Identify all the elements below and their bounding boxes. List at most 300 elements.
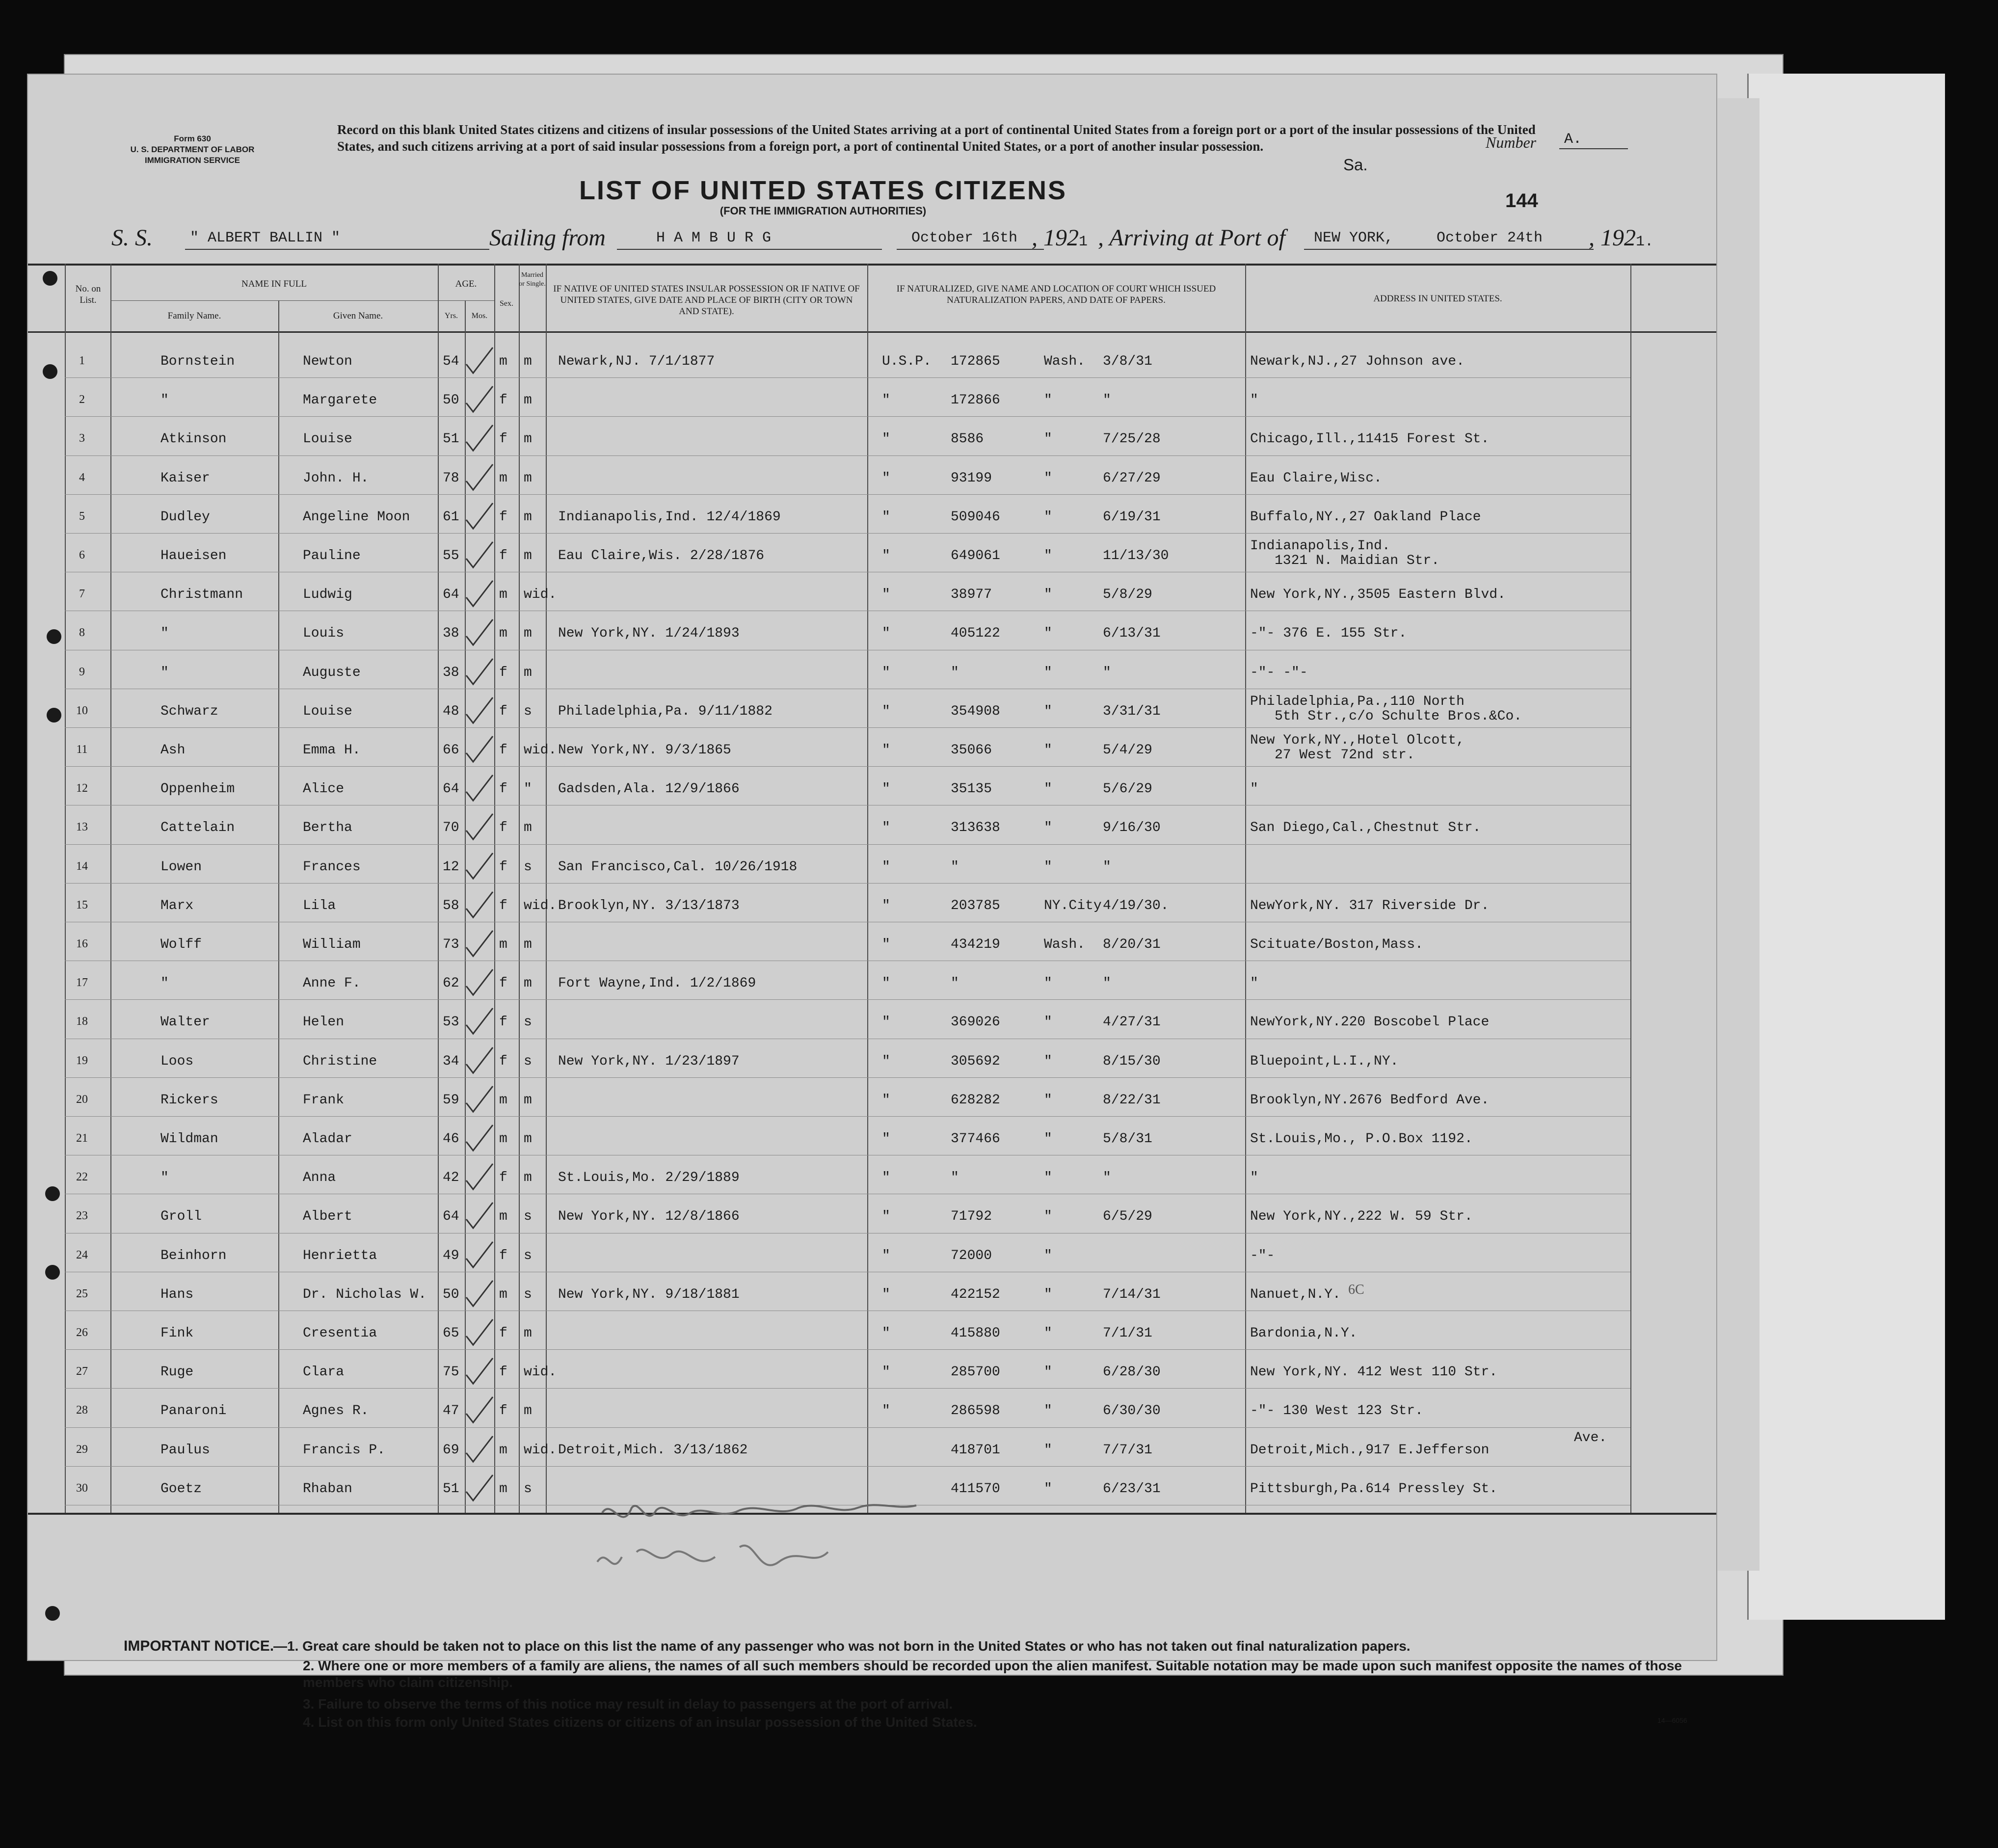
header-yrs: Yrs. [444, 312, 458, 320]
age-years: 38 [443, 626, 459, 642]
from-port: H A M B U R G [656, 230, 772, 246]
header-family-name: Family Name. [167, 311, 221, 321]
certificate-number: 35135 [951, 781, 992, 797]
given-name: Angeline Moon [303, 509, 410, 525]
family-name: Dudley [160, 509, 210, 525]
header-mos: Mos. [471, 312, 488, 320]
family-name: Rickers [160, 1092, 218, 1108]
certificate-number: 172865 [951, 354, 1000, 369]
marital-status: m [524, 393, 532, 408]
notice-item-4: 4. List on this form only United States citizens or citizens of an insular possession of the United States. [303, 1714, 977, 1730]
check-mark [462, 1239, 497, 1273]
row-rule [65, 1349, 1630, 1350]
birth-place-date: New York,NY. 9/18/1881 [558, 1286, 740, 1302]
row-number: 25 [76, 1287, 88, 1300]
age-years: 62 [443, 976, 459, 991]
age-years: 69 [443, 1442, 459, 1458]
check-mark [462, 656, 497, 690]
certificate-number: 649061 [951, 548, 1000, 563]
header-name-in-full: NAME IN FULL [241, 279, 307, 289]
age-years: 50 [443, 1286, 459, 1302]
age-years: 46 [443, 1131, 459, 1147]
punch-hole [45, 1265, 60, 1280]
court-location: " [1044, 1326, 1052, 1341]
age-years: 53 [443, 1015, 459, 1030]
us-address: Bluepoint,L.I.,NY. [1250, 1053, 1399, 1069]
given-name: Helen [303, 1015, 345, 1030]
check-mark [462, 500, 497, 535]
court-location: " [1044, 1442, 1052, 1458]
given-name: Aladar [303, 1131, 352, 1147]
sex: m [499, 1209, 507, 1225]
given-name: Louis [303, 626, 345, 642]
birth-place-date: Fort Wayne,Ind. 1/2/1869 [558, 976, 756, 991]
sex: f [499, 898, 507, 913]
birth-place-date: New York,NY. 12/8/1866 [558, 1209, 740, 1225]
certificate-number: 72000 [951, 1248, 992, 1263]
row-rule [65, 377, 1630, 378]
sa-mark: Sa. [1343, 156, 1368, 174]
age-years: 64 [443, 1209, 459, 1225]
papers-date: " [1103, 859, 1111, 875]
family-name: Lowen [160, 859, 202, 875]
form-identifier [119, 134, 266, 166]
us-address: Philadelphia,Pa.,110 North [1250, 694, 1465, 709]
header-sex: Sex. [500, 299, 513, 308]
check-mark [462, 1394, 497, 1428]
family-name: Wolff [160, 937, 202, 952]
papers-date: " [1103, 393, 1111, 408]
sex: m [499, 937, 507, 952]
row-number: 22 [76, 1171, 88, 1184]
page-subtitle: (FOR THE IMMIGRATION AUTHORITIES) [719, 205, 927, 217]
check-mark [462, 383, 497, 418]
court-location: " [1044, 1170, 1052, 1186]
check-mark [462, 966, 497, 1001]
sex: f [499, 743, 507, 758]
us-address: -"- 376 E. 155 Str. [1250, 626, 1407, 642]
sex: f [499, 976, 507, 991]
marital-status: m [524, 509, 532, 525]
row-number: 23 [76, 1209, 88, 1223]
marital-status: s [524, 1209, 532, 1225]
row-number: 29 [76, 1443, 88, 1456]
age-years: 51 [443, 1481, 459, 1497]
family-name: Haueisen [160, 548, 227, 563]
row-rule [65, 533, 1630, 534]
handwritten-mark: 6C [1348, 1282, 1364, 1297]
sex: f [499, 820, 507, 836]
row-rule [65, 1116, 1630, 1117]
family-name: " [160, 976, 169, 991]
papers-date: 3/8/31 [1103, 354, 1152, 369]
naturalization-court: " [882, 509, 890, 525]
given-name: Lila [303, 898, 336, 913]
us-address: Indianapolis,Ind. [1250, 538, 1390, 554]
certificate-number: " [951, 665, 959, 680]
birth-place-date: New York,NY. 1/24/1893 [558, 626, 740, 642]
family-name: Loos [160, 1053, 194, 1069]
given-name: Anna [303, 1170, 336, 1186]
row-number: 8 [79, 626, 85, 640]
marital-status: m [524, 470, 532, 486]
court-location: " [1044, 1209, 1052, 1225]
naturalization-court: " [882, 976, 890, 991]
notice-heading: IMPORTANT NOTICE. [124, 1638, 274, 1654]
check-mark [462, 461, 497, 496]
punch-hole [47, 629, 61, 644]
sex: f [499, 1015, 507, 1030]
us-address-line2: 1321 N. Maidian Str. [1275, 553, 1440, 568]
row-number: 6 [79, 549, 85, 562]
header-address: ADDRESS IN UNITED STATES. [1373, 294, 1502, 304]
page-number: 144 [1505, 190, 1538, 212]
court-location: " [1044, 1092, 1052, 1108]
row-number: 5 [79, 509, 85, 523]
court-location: " [1044, 587, 1052, 603]
age-years: 50 [443, 393, 459, 408]
papers-date: 6/27/29 [1103, 470, 1161, 486]
certificate-number: 369026 [951, 1015, 1000, 1030]
given-name: Bertha [303, 820, 352, 836]
court-location: " [1044, 431, 1052, 447]
marital-status: s [524, 859, 532, 875]
papers-date: 4/27/31 [1103, 1015, 1161, 1030]
family-name: Marx [160, 898, 194, 913]
certificate-number: " [951, 976, 959, 991]
family-name: Goetz [160, 1481, 202, 1497]
court-location: " [1044, 1248, 1052, 1263]
sex: m [499, 626, 507, 642]
age-years: 38 [443, 665, 459, 680]
certificate-number: 628282 [951, 1092, 1000, 1108]
ship-name: " ALBERT BALLIN " [190, 230, 341, 246]
court-location: " [1044, 470, 1052, 486]
us-address: Chicago,Ill.,11415 Forest St. [1250, 431, 1490, 447]
naturalization-court: " [882, 898, 890, 913]
check-mark [462, 889, 497, 923]
age-years: 51 [443, 431, 459, 447]
marital-status: m [524, 354, 532, 369]
papers-date: 7/14/31 [1103, 1286, 1161, 1302]
sex: f [499, 431, 507, 447]
family-name: Beinhorn [160, 1248, 227, 1263]
us-address-line2: 27 West 72nd str. [1275, 748, 1415, 763]
given-name: John. H. [303, 470, 369, 486]
age-years: 49 [443, 1248, 459, 1263]
marital-status: m [524, 1092, 532, 1108]
us-address: " [1250, 976, 1258, 991]
naturalization-court: " [882, 1015, 890, 1030]
family-name: Kaiser [160, 470, 210, 486]
to-port: NEW YORK, [1314, 230, 1394, 246]
given-name: Dr. Nicholas W. [303, 1286, 427, 1302]
naturalization-court: " [882, 587, 890, 603]
row-rule [65, 727, 1630, 728]
row-number: 3 [79, 432, 85, 445]
naturalization-court: " [882, 626, 890, 642]
papers-date: 11/13/30 [1103, 548, 1169, 563]
naturalization-court: " [882, 1092, 890, 1108]
row-number: 16 [76, 937, 88, 950]
family-name: Christmann [160, 587, 243, 603]
papers-date: 8/20/31 [1103, 937, 1161, 952]
check-mark [462, 1045, 497, 1079]
marital-status: m [524, 665, 532, 680]
marital-status: m [524, 548, 532, 563]
sex: f [499, 1326, 507, 1341]
naturalization-court: " [882, 937, 890, 952]
page-title: LIST OF UNITED STATES CITIZENS [579, 176, 1067, 205]
certificate-number: 377466 [951, 1131, 1000, 1147]
marital-status: " [524, 781, 532, 797]
certificate-number: 354908 [951, 703, 1000, 719]
given-name: Alice [303, 781, 345, 797]
birth-place-date: New York,NY. 9/3/1865 [558, 743, 731, 758]
us-address: New York,NY.,Hotel Olcott, [1250, 733, 1465, 748]
certificate-number: 509046 [951, 509, 1000, 525]
marital-status: wid. [524, 1365, 557, 1380]
check-mark [462, 539, 497, 573]
sex: m [499, 470, 507, 486]
age-years: 66 [443, 743, 459, 758]
marital-status: s [524, 1053, 532, 1069]
age-years: 34 [443, 1053, 459, 1069]
sex: m [499, 1131, 507, 1147]
given-name: Margarete [303, 393, 377, 408]
court-location: " [1044, 820, 1052, 836]
sex: m [499, 354, 507, 369]
age-years: 48 [443, 703, 459, 719]
us-address: Detroit,Mich.,917 E.Jefferson [1250, 1442, 1490, 1458]
sex: f [499, 1365, 507, 1380]
row-number: 30 [76, 1481, 88, 1495]
header-age: AGE. [455, 279, 477, 289]
court-location: " [1044, 665, 1052, 680]
row-number: 13 [76, 821, 88, 834]
marital-status: m [524, 820, 532, 836]
sex: f [499, 548, 507, 563]
us-address: Eau Claire,Wisc. [1250, 470, 1382, 486]
naturalization-court: " [882, 703, 890, 719]
birth-place-date: New York,NY. 1/23/1897 [558, 1053, 740, 1069]
naturalization-court: " [882, 431, 890, 447]
us-address: Nanuet,N.Y. [1250, 1286, 1341, 1302]
marital-status: s [524, 1481, 532, 1497]
check-mark [462, 1200, 497, 1234]
row-rule [65, 455, 1630, 456]
birth-place-date: Detroit,Mich. 3/13/1862 [558, 1442, 748, 1458]
back-sheet-edge [1718, 98, 1759, 1571]
court-location: " [1044, 781, 1052, 797]
sex: f [499, 1248, 507, 1263]
number-value: A. [1564, 131, 1582, 148]
marital-status: wid. [524, 898, 557, 913]
check-mark [462, 1083, 497, 1118]
certificate-number: 38977 [951, 587, 992, 603]
punch-hole [45, 1606, 60, 1621]
court-location: " [1044, 1015, 1052, 1030]
arrival-year: , 1921. [1589, 225, 1654, 251]
naturalization-court: " [882, 1131, 890, 1147]
marital-status: m [524, 1326, 532, 1341]
naturalization-court: " [882, 1326, 890, 1341]
check-mark [462, 578, 497, 612]
certificate-number: 285700 [951, 1365, 1000, 1380]
naturalization-court: " [882, 1403, 890, 1419]
court-location: " [1044, 1131, 1052, 1147]
sex: f [499, 1170, 507, 1186]
naturalization-court: " [882, 1053, 890, 1069]
papers-date: 6/13/31 [1103, 626, 1161, 642]
form-number: Form 630 [174, 134, 211, 143]
given-name: Agnes R. [303, 1403, 369, 1419]
given-name: Henrietta [303, 1248, 377, 1263]
notice-item-3: 3. Failure to observe the terms of this notice may result in delay to passengers at the port of arrival. [303, 1696, 953, 1712]
sex: m [499, 1092, 507, 1108]
us-address: New York,NY.,3505 Eastern Blvd. [1250, 587, 1506, 603]
given-name: Ludwig [303, 587, 352, 603]
court-location: " [1044, 1365, 1052, 1380]
given-name: William [303, 937, 361, 952]
papers-date: 8/15/30 [1103, 1053, 1161, 1069]
naturalization-court: " [882, 781, 890, 797]
papers-date: 6/28/30 [1103, 1365, 1161, 1380]
check-mark [462, 1316, 497, 1351]
row-number: 1 [79, 354, 85, 367]
row-number: 27 [76, 1365, 88, 1378]
age-years: 64 [443, 587, 459, 603]
given-name: Pauline [303, 548, 361, 563]
birth-place-date: Newark,NJ. 7/1/1877 [558, 354, 715, 369]
official-signature [592, 1493, 1034, 1606]
us-address: Bardonia,N.Y. [1250, 1326, 1358, 1341]
row-number: 15 [76, 898, 88, 911]
certificate-number: 8586 [951, 431, 984, 447]
check-mark [462, 733, 497, 768]
certificate-number: 203785 [951, 898, 1000, 913]
us-address: Newark,NJ.,27 Johnson ave. [1250, 354, 1465, 369]
court-location: " [1044, 859, 1052, 875]
punch-hole [47, 708, 61, 723]
arrival-date: October 24th [1437, 230, 1543, 246]
us-address: Pittsburgh,Pa.614 Pressley St. [1250, 1481, 1498, 1497]
row-rule [65, 883, 1630, 884]
birth-place-date: Indianapolis,Ind. 12/4/1869 [558, 509, 781, 525]
court-location: " [1044, 548, 1052, 563]
us-address-line2: 5th Str.,c/o Schulte Bros.&Co. [1275, 708, 1522, 724]
check-mark [462, 1005, 497, 1040]
row-rule [65, 766, 1630, 767]
given-name: Frank [303, 1092, 345, 1108]
certificate-number: 313638 [951, 820, 1000, 836]
us-address: St.Louis,Mo., P.O.Box 1192. [1250, 1131, 1473, 1147]
check-mark [462, 616, 497, 651]
court-location: " [1044, 1286, 1052, 1302]
certificate-number: 35066 [951, 743, 992, 758]
court-location: NY.City [1044, 898, 1102, 913]
family-name: Bornstein [160, 354, 235, 369]
given-name: Emma H. [303, 743, 361, 758]
certificate-number: " [951, 1170, 959, 1186]
birth-place-date: San Francisco,Cal. 10/26/1918 [558, 859, 798, 875]
age-years: 55 [443, 548, 459, 563]
row-rule [65, 494, 1630, 495]
certificate-number: 93199 [951, 470, 992, 486]
arriving-label: , Arriving at Port of [1098, 225, 1285, 251]
row-rule [65, 1466, 1630, 1467]
department-name: U. S. DEPARTMENT OF LABOR [130, 145, 255, 154]
age-years: 78 [443, 470, 459, 486]
age-years: 47 [443, 1403, 459, 1419]
us-address-continuation: Ave. [1574, 1430, 1607, 1446]
marital-status: m [524, 1403, 532, 1419]
sex: f [499, 1403, 507, 1419]
row-number: 12 [76, 782, 88, 795]
given-name: Clara [303, 1365, 345, 1380]
row-number: 18 [76, 1015, 88, 1028]
us-address: " [1250, 781, 1258, 797]
us-address: " [1250, 393, 1258, 408]
naturalization-court: " [882, 393, 890, 408]
row-rule [65, 844, 1630, 845]
number-label: Number [1486, 134, 1537, 151]
marital-status: s [524, 1286, 532, 1302]
family-name: Hans [160, 1286, 194, 1302]
check-mark [462, 1122, 497, 1156]
check-mark [462, 345, 497, 379]
court-location: " [1044, 1403, 1052, 1419]
us-address: NewYork,NY.220 Boscobel Place [1250, 1015, 1490, 1030]
row-number: 19 [76, 1054, 88, 1067]
check-mark [462, 1355, 497, 1390]
papers-date: 4/19/30. [1103, 898, 1169, 913]
family-name: Schwarz [160, 703, 218, 719]
form-instructions: Record on this blank United States citizens and citizens of insular possessions of the United States arriving at a port of continental United States from a foreign port or a port of the insular possessions of the United States, and such citizens arriving at a port of said insular possessions from a foreign port, a port of continental United States, or a port of another insular possession. [337, 122, 1536, 154]
check-mark [462, 1278, 497, 1312]
header-no: No. on List. [75, 284, 101, 305]
age-years: 54 [443, 354, 459, 369]
marital-status: m [524, 626, 532, 642]
certificate-number: 415880 [951, 1326, 1000, 1341]
family-name: Panaroni [160, 1403, 227, 1419]
sex: f [499, 509, 507, 525]
check-mark [462, 928, 497, 962]
papers-date: 3/31/31 [1103, 703, 1161, 719]
certificate-number: 286598 [951, 1403, 1000, 1419]
certificate-number: 411570 [951, 1481, 1000, 1497]
certificate-number: 422152 [951, 1286, 1000, 1302]
us-address: " [1250, 1170, 1258, 1186]
papers-date: " [1103, 665, 1111, 680]
row-rule [65, 416, 1630, 417]
marital-status: m [524, 976, 532, 991]
naturalization-court: " [882, 1170, 890, 1186]
check-mark [462, 850, 497, 884]
marital-status: wid. [524, 587, 557, 603]
row-rule [65, 999, 1630, 1000]
row-rule [65, 1427, 1630, 1428]
papers-date: 5/8/29 [1103, 587, 1152, 603]
check-mark [462, 811, 497, 845]
papers-date: 6/19/31 [1103, 509, 1161, 525]
age-years: 42 [443, 1170, 459, 1186]
row-number: 11 [76, 743, 88, 756]
row-number: 20 [76, 1093, 88, 1106]
papers-date: 6/23/31 [1103, 1481, 1161, 1497]
papers-date: 7/7/31 [1103, 1442, 1152, 1458]
row-number: 24 [76, 1248, 88, 1261]
